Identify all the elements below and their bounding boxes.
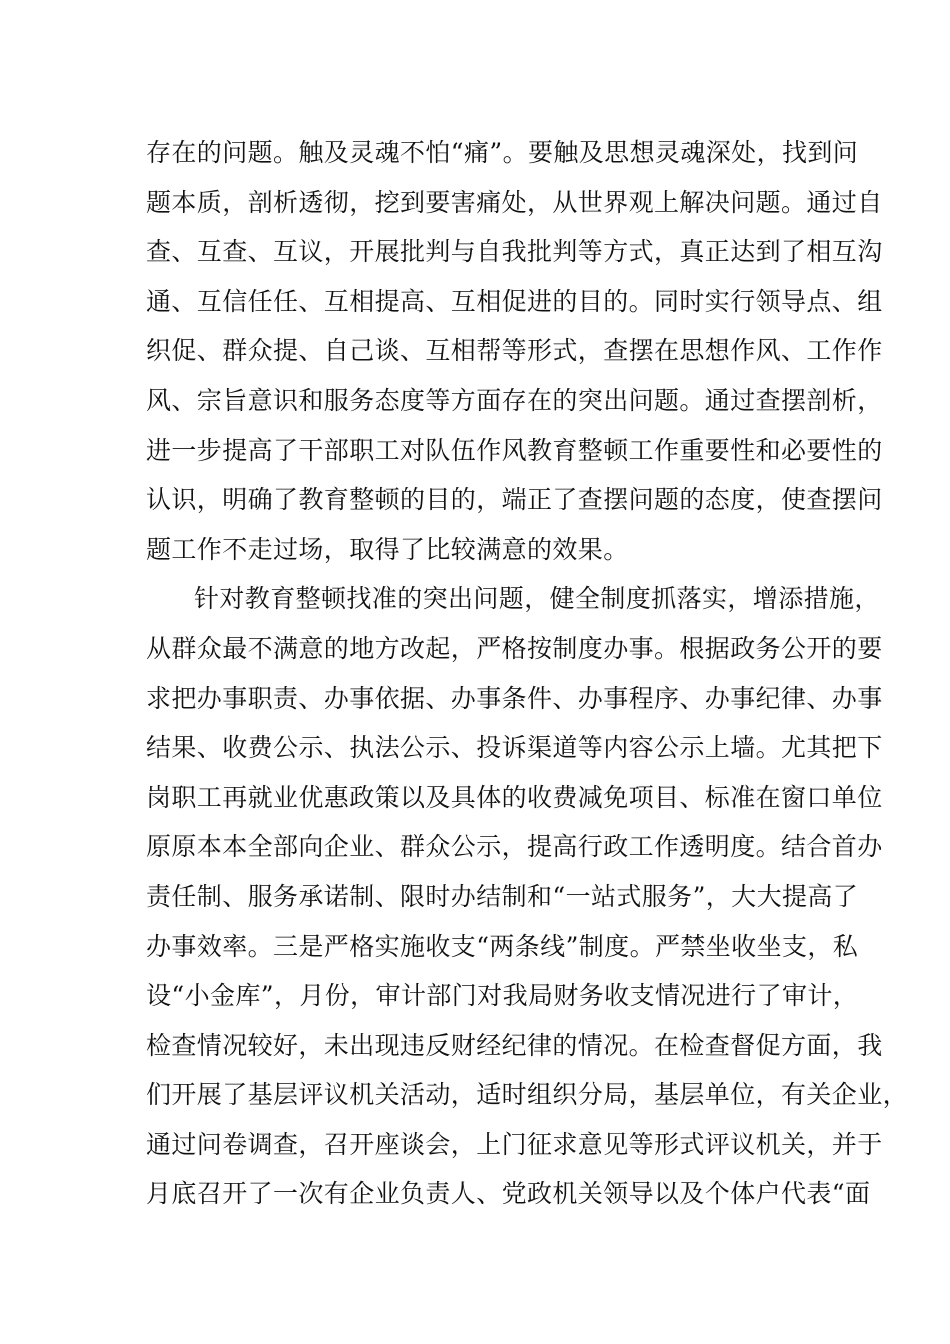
text-line: 们开展了基层评议机关活动，适时组织分局，基层单位，有关企业， xyxy=(146,1080,909,1110)
text-line: 检查情况较好，未出现违反财经纪律的情况。在检查督促方面，我 xyxy=(146,1030,883,1060)
text-line: 通、互信任任、互相提高、互相促进的目的。同时实行领导点、组 xyxy=(146,286,883,316)
text-line: 题工作不走过场，取得了比较满意的效果。 xyxy=(146,534,629,564)
text-line: 认识，明确了教育整顿的目的，端正了查摆问题的态度，使查摆问 xyxy=(146,485,883,515)
text-line: 风、宗旨意识和服务态度等方面存在的突出问题。通过查摆剖析， xyxy=(146,385,883,415)
paragraph-2 xyxy=(146,574,909,1219)
text-line: 原原本本全部向企业、群众公示，提高行政工作透明度。结合首办 xyxy=(146,832,883,862)
text-line: 岗职工再就业优惠政策以及具体的收费减免项目、标准在窗口单位 xyxy=(146,782,883,812)
text-line: 通过问卷调查，召开座谈会，上门征求意见等形式评议机关，并于 xyxy=(146,1129,883,1159)
text-line: 月底召开了一次有企业负责人、党政机关领导以及个体户代表“面 xyxy=(146,1179,871,1209)
text-line: 办事效率。三是严格实施收支“两条线”制度。严禁坐收坐支，私 xyxy=(146,931,859,961)
text-line: 织促、群众提、自己谈、互相帮等形式，查摆在思想作风、工作作 xyxy=(146,336,883,366)
text-line: 查、互查、互议，开展批判与自我批判等方式，真正达到了相互沟 xyxy=(146,237,883,267)
text-line: 责任制、服务承诺制、限时办结制和“一站式服务”，大大提高了 xyxy=(146,881,859,911)
text-line: 针对教育整顿找准的突出问题，健全制度抓落实，增添措施， xyxy=(194,584,880,614)
text-line: 设“小金库”，月份，审计部门对我局财务收支情况进行了审计， xyxy=(146,981,859,1011)
text-line: 题本质，剖析透彻，挖到要害痛处，从世界观上解决问题。通过自 xyxy=(146,187,883,217)
text-line: 求把办事职责、办事依据、办事条件、办事程序、办事纪律、办事 xyxy=(146,683,883,713)
text-line: 存在的问题。触及灵魂不怕“痛”。要触及思想灵魂深处，找到问 xyxy=(146,138,859,167)
paragraph-1 xyxy=(146,128,883,574)
text-line: 进一步提高了干部职工对队伍作风教育整顿工作重要性和必要性的 xyxy=(146,435,883,465)
text-line: 结果、收费公示、执法公示、投诉渠道等内容公示上墙。尤其把下 xyxy=(146,733,883,763)
body-text xyxy=(146,128,909,1219)
text-line: 从群众最不满意的地方改起，严格按制度办事。根据政务公开的要 xyxy=(146,633,883,663)
